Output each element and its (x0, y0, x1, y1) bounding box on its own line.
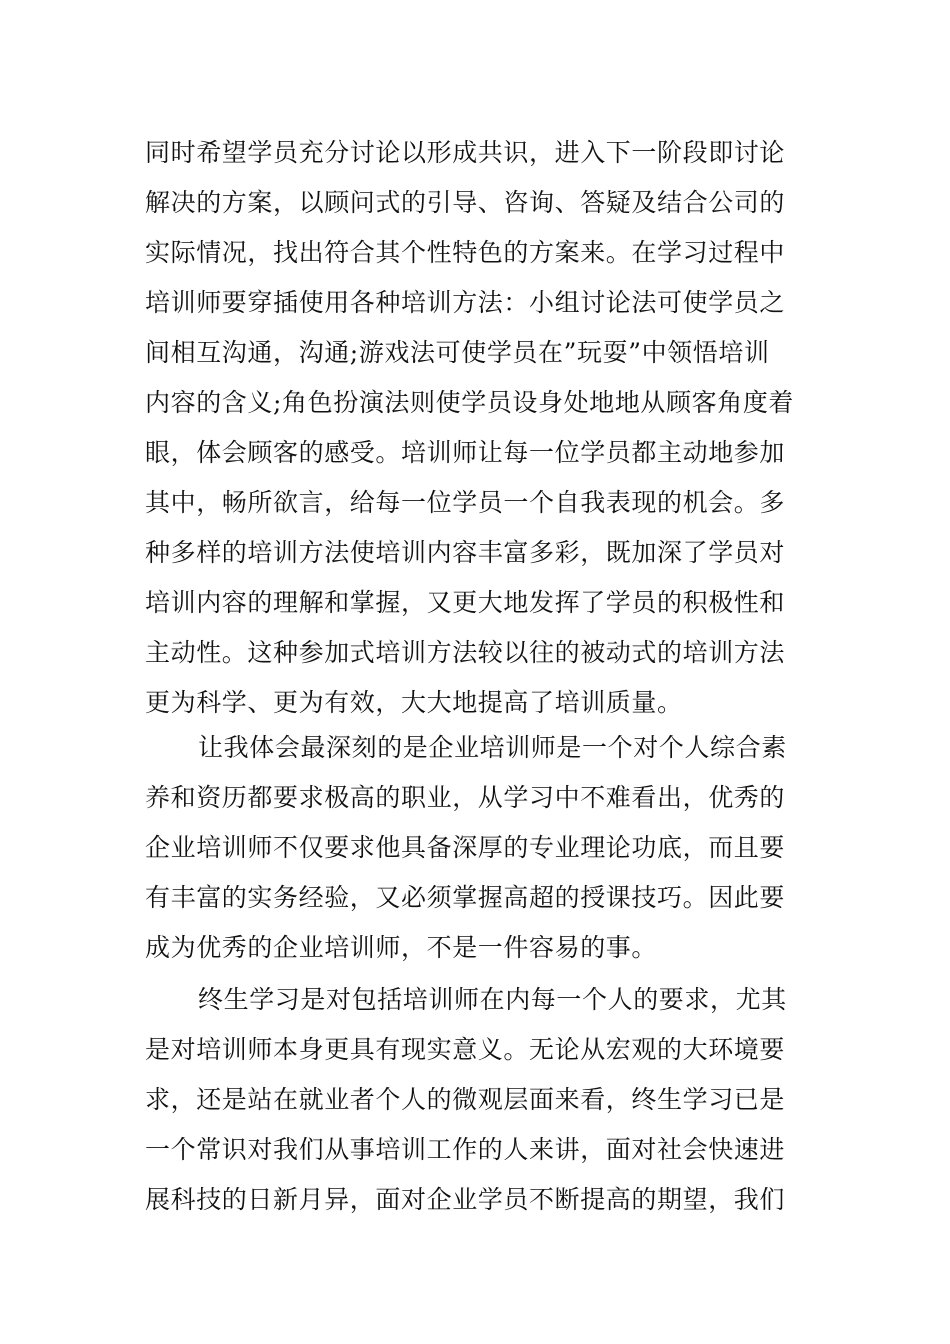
text-line: 企业培训师不仅要求他具备深厚的专业理论功底，而且要 (145, 833, 786, 862)
paragraph-1 (145, 128, 807, 728)
text-line: 成为优秀的企业培训师，不是一件容易的事。 (145, 933, 658, 962)
paragraph-3 (145, 975, 807, 1225)
text-line: 眼，体会顾客的感受。培训师让每一位学员都主动地参加 (145, 438, 786, 467)
text-line: 同时希望学员充分讨论以形成共识，进入下一阶段即讨论 (145, 138, 786, 167)
text-line: 培训内容的理解和掌握，又更大地发挥了学员的积极性和 (145, 588, 786, 617)
text-line: 终生学习是对包括培训师在内每一个人的要求，尤其 (198, 985, 787, 1014)
text-line: 种多样的培训方法使培训内容丰富多彩，既加深了学员对 (145, 538, 786, 567)
text-line: 其中，畅所欲言，给每一位学员一个自我表现的机会。多 (145, 488, 786, 517)
paragraph-2 (145, 723, 807, 973)
text-line: 有丰富的实务经验，又必须掌握高超的授课技巧。因此要 (145, 883, 786, 912)
text-line: 实际情况，找出符合其个性特色的方案来。在学习过程中 (145, 238, 786, 267)
text-line: 展科技的日新月异，面对企业学员不断提高的期望，我们 (145, 1185, 786, 1214)
text-line: 求，还是站在就业者个人的微观层面来看，终生学习已是 (145, 1085, 786, 1114)
text-line: 是对培训师本身更具有现实意义。无论从宏观的大环境要 (145, 1035, 786, 1064)
text-line: 解决的方案，以顾问式的引导、咨询、答疑及结合公司的 (145, 188, 786, 217)
text-line: 间相互沟通，沟通;游戏法可使学员在”玩耍”中领悟培训 (145, 338, 770, 367)
text-line: 让我体会最深刻的是企业培训师是一个对个人综合素 (198, 733, 787, 762)
text-line: 更为科学、更为有效，大大地提高了培训质量。 (145, 688, 683, 717)
text-line: 养和资历都要求极高的职业，从学习中不难看出，优秀的 (145, 783, 786, 812)
text-line: 培训师要穿插使用各种培训方法：小组讨论法可使学员之 (145, 288, 786, 317)
text-line: 内容的含义;角色扮演法则使学员设身处地地从顾客角度着 (145, 388, 795, 417)
text-line: 一个常识对我们从事培训工作的人来讲，面对社会快速进 (145, 1135, 786, 1164)
text-line: 主动性。这种参加式培训方法较以往的被动式的培训方法 (145, 638, 786, 667)
